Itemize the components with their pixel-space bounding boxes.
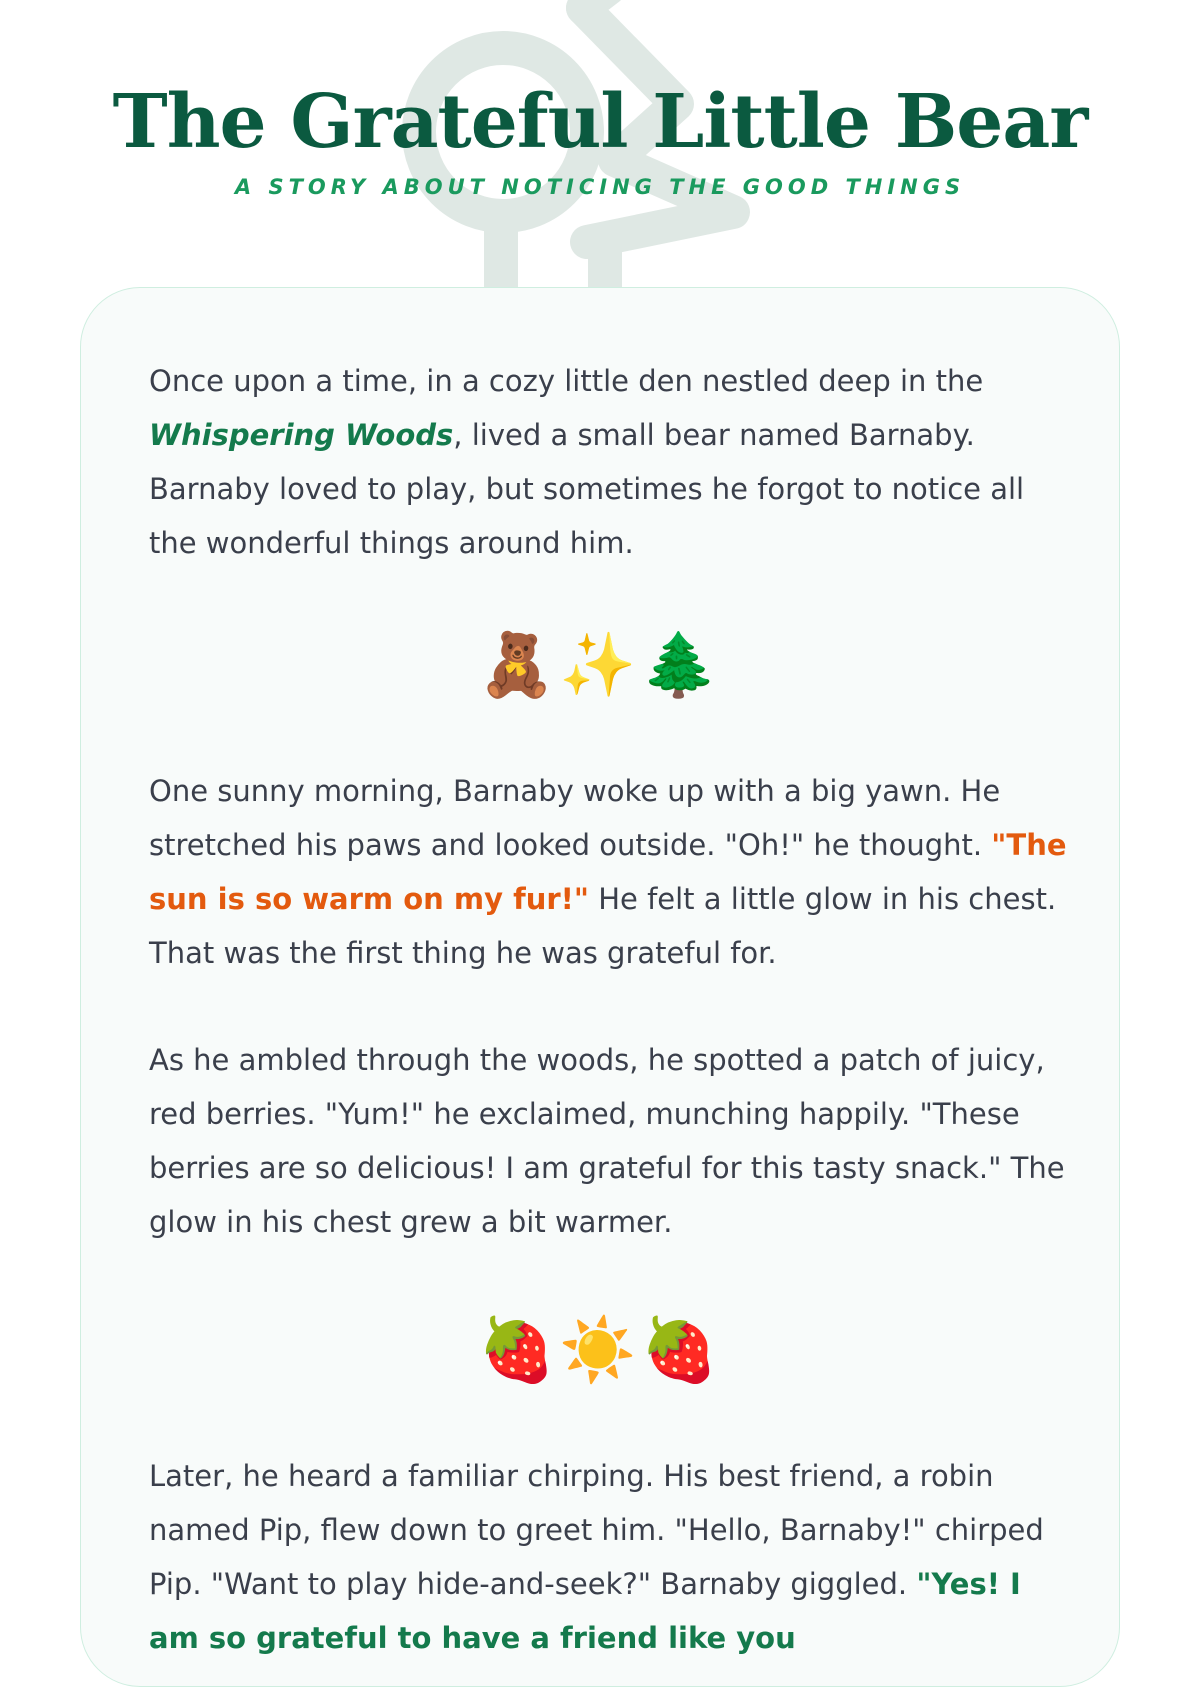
story-title: The Grateful Little Bear [112, 79, 1088, 165]
story-paragraph-3: As he ambled through the woods, he spotted a patch of juicy, red berries. "Yum!" he exclaimed, munching happily. "These berries are so delicious! I am grateful for this tasty snack." The glow in his chest grew a bit warmer. [149, 1043, 1065, 1239]
place-name-highlight: Whispering Woods [149, 418, 454, 452]
story-paragraph-1-text-end: , lived a small bear named Barnaby. Barnaby loved to play, but sometimes he forgot to notice all the wonderful things around him. [149, 418, 1025, 560]
emoji-row-strawberry-sun-strawberry: 🍓☀️🍓 [478, 1313, 722, 1386]
story-subtitle: A STORY ABOUT NOTICING THE GOOD THINGS [234, 175, 966, 199]
friend-quote-highlight: "Yes! I am so grateful to have a friend like you [149, 1567, 1021, 1655]
paragraph-spacer [149, 980, 1069, 1033]
story-paragraph-2-text-start: One sunny morning, Barnaby woke up with a big yawn. He stretched his paws and looked outside. "Oh!" he thought. [149, 774, 1001, 862]
story-paragraph-1-text-start: Once upon a time, in a cozy little den nestled deep in the [149, 364, 984, 398]
story-paragraph-4 [149, 1449, 1069, 1665]
story-header [0, 72, 1200, 202]
story-paragraph-1 [149, 354, 1069, 570]
emoji-row-bear-sparkles-tree: 🧸✨🌲 [478, 628, 722, 701]
story-paragraph-2-text-end: He felt a little glow in his chest. That was the first thing he was grateful for. [149, 882, 1057, 970]
story-body [149, 354, 1069, 1665]
sun-quote-highlight: "The sun is so warm on my fur!" [149, 828, 1067, 916]
story-paragraph-2 [149, 764, 1069, 980]
story-paragraph-4-text-start: Later, he heard a familiar chirping. His best friend, a robin named Pip, flew down to greet him. "Hello, Barnaby!" chirped Pip. "Want to play hide-and-seek?" Barnaby giggled. [149, 1459, 1044, 1601]
